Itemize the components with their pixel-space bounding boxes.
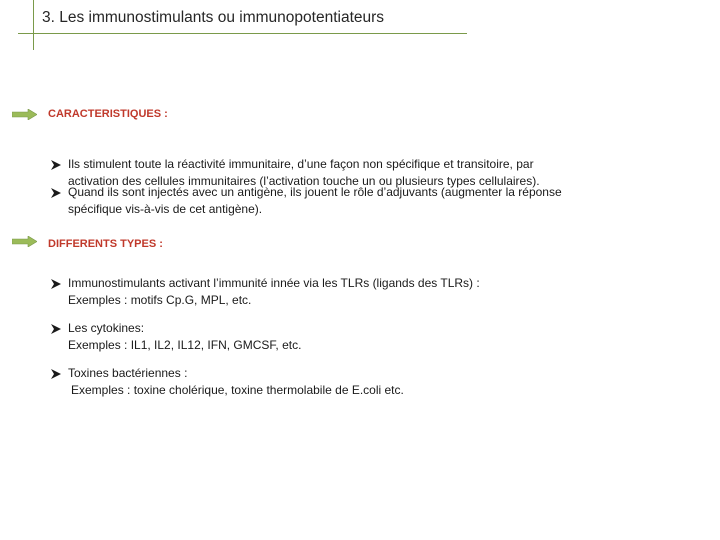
arrowhead-bullet-icon [50, 320, 62, 340]
list-item-text: Les cytokines: [68, 321, 145, 335]
list-item-continuation: activation des cellules immunitaires (l’activation touche un ou plusieurs types cellulaires). [68, 174, 540, 188]
right-block-arrow-icon [12, 236, 37, 247]
page-title: 3. Les immunostimulants ou immunopotentiateurs [42, 9, 385, 26]
arrowhead-bullet-icon [50, 184, 62, 204]
list-item-text: Ils stimulent toute la réactivité immunitaire, d’une façon non spécifique et transitoire, par [68, 157, 534, 171]
arrowhead-bullet-icon [50, 365, 62, 385]
arrowhead-bullet-icon [50, 275, 62, 295]
list-item-continuation: Exemples : toxine cholérique, toxine thermolabile de E.coli etc. [71, 383, 404, 397]
title-underline [18, 33, 467, 34]
list-item-text: Immunostimulants activant l’immunité innée via les TLRs (ligands des TLRs) : [68, 276, 480, 290]
list-item-text: Toxines bactériennes : [68, 366, 188, 380]
arrowhead-bullet-icon [50, 156, 62, 176]
section-heading-differents-types: DIFFERENTS TYPES : [48, 238, 163, 250]
list-item-continuation: Exemples : IL1, IL2, IL12, IFN, GMCSF, etc. [68, 338, 302, 352]
right-block-arrow-icon [12, 109, 37, 120]
list-item-continuation: Exemples : motifs Cp.G, MPL, etc. [68, 293, 252, 307]
section-heading-caracteristiques: CARACTERISTIQUES : [48, 108, 168, 120]
list-item-continuation: spécifique vis-à-vis de cet antigène). [68, 202, 263, 216]
title-accent-vertical-line [33, 0, 34, 50]
list-item-text: Quand ils sont injectés avec un antigène, ils jouent le rôle d’adjuvants (augmenter la réponse [68, 185, 562, 199]
